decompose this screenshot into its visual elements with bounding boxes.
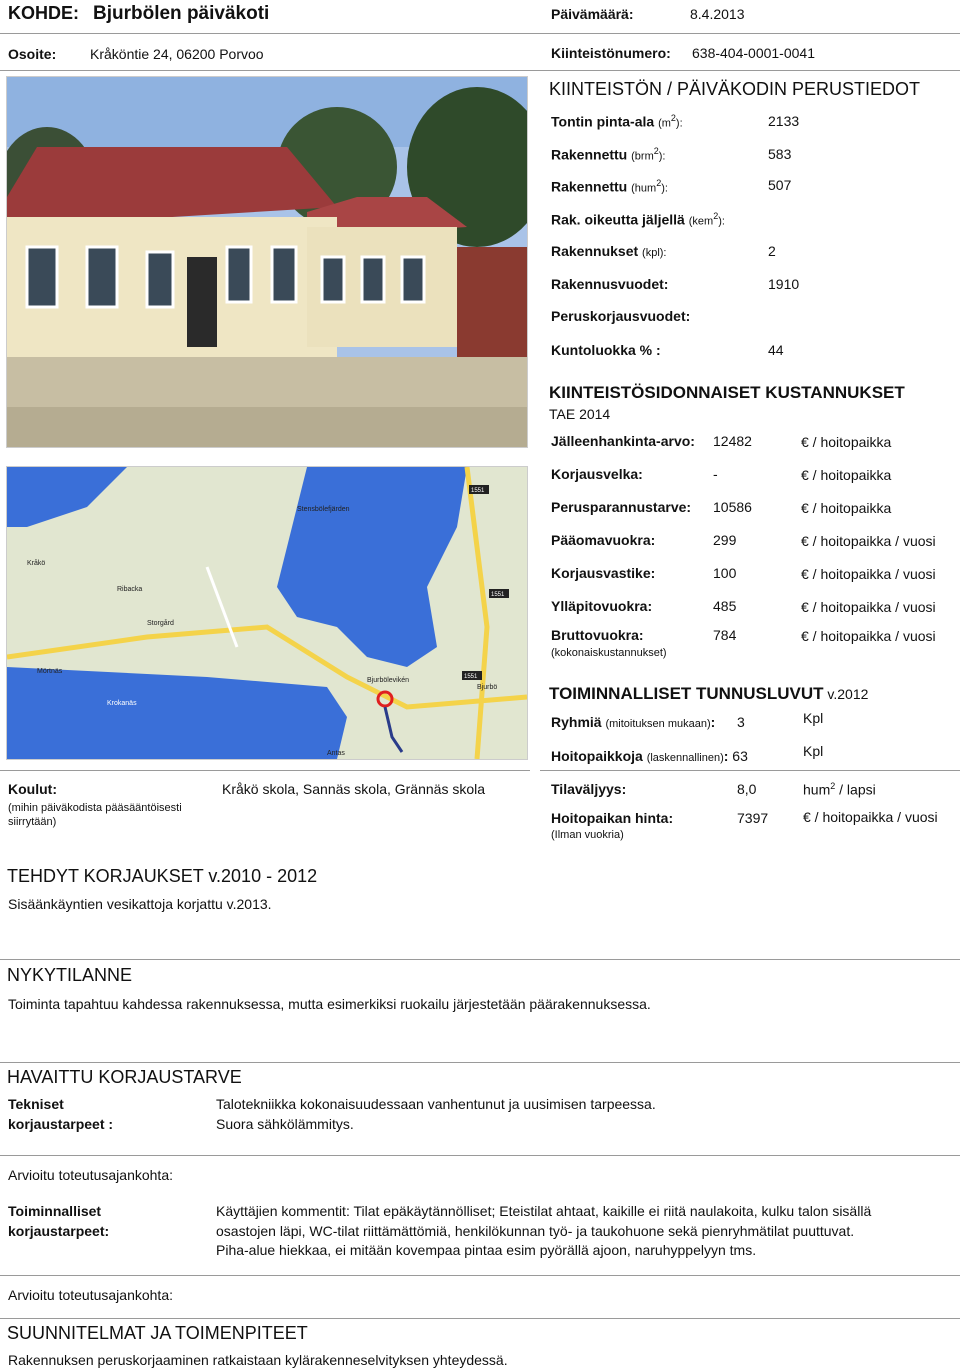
kustannus-unit: € / hoitopaikka: [801, 467, 892, 483]
kustannukset-title: KIINTEISTÖSIDONNAISET KUSTANNUKSET: [549, 383, 905, 402]
kustannus-label: Korjausvelka:: [551, 466, 643, 482]
tilavaljyys-value: 8,0: [737, 781, 757, 797]
osoite-value: Kråköntie 24, 06200 Porvoo: [90, 46, 264, 62]
arvioitu-rule-1: [0, 1155, 960, 1156]
korjaustarve-rule: [0, 1062, 960, 1063]
ryhmia-note: (mitoituksen mukaan): [605, 718, 711, 730]
rak-hum-row: [551, 178, 668, 195]
tontin-label: Tontin pinta-ala: [551, 113, 655, 130]
toiminnalliset-line-1: Käyttäjien kommentit: Tilat epäkäytännölliset; Eteistilat ahtaat, kaikille ei riitä naulakoita, kulku talon sisällä: [216, 1203, 872, 1219]
peruskorjausvuodet-label: Peruskorjausvuodet:: [551, 308, 691, 324]
rak-hum-label: Rakennettu: [551, 178, 628, 195]
kustannus-label: Perusparannustarve:: [551, 499, 692, 515]
oikeutta-unit: (kem: [688, 215, 714, 228]
ryhmia-label: Ryhmiä: [551, 714, 602, 730]
rakennukset-row: [551, 243, 667, 259]
koulut-rule: [0, 770, 530, 771]
map-label: Mörtnäs: [37, 668, 63, 675]
paivamaara-label: Päivämäärä:: [551, 6, 634, 22]
oikeutta-unit-sup: 2: [713, 211, 719, 221]
suunnitelmat-rule: [0, 1318, 960, 1319]
paivamaara-value: 8.4.2013: [690, 6, 745, 22]
kohde-value: Bjurbölen päiväkoti: [93, 3, 270, 24]
rak-hum-unit-post: ):: [661, 182, 668, 195]
osoite-label: Osoite:: [8, 46, 57, 62]
tontin-unit-sup: 2: [670, 113, 676, 123]
rak-brm-value: 583: [768, 146, 792, 162]
arvioitu-2: Arvioitu toteutusajankohta:: [8, 1287, 173, 1303]
header-rule: [0, 33, 960, 34]
kustannus-label: Ylläpitovuokra:: [551, 598, 653, 614]
nykytilanne-text: Toiminta tapahtuu kahdessa rakennuksessa, mutta esimerkiksi ruokailu järjestetään päärakennuksessa.: [8, 996, 651, 1012]
map-label: Ribacka: [117, 586, 143, 593]
oikeutta-row: [551, 211, 725, 228]
rakennukset-label: Rakennukset: [551, 243, 639, 259]
ryhmia-unit: Kpl: [803, 710, 824, 726]
kustannus-unit: € / hoitopaikka: [801, 434, 892, 450]
kustannus-value: 10586: [713, 499, 752, 515]
hoitopaikkoja-note: (laskennallinen): [646, 752, 724, 764]
hinta-label: Hoitopaikan hinta:: [551, 810, 674, 826]
map-road-number: 1551: [471, 488, 485, 494]
koulut-label: Koulut:: [8, 781, 57, 797]
kuntoluokka-value: 44: [768, 342, 784, 358]
hoitopaikkoja-row: [551, 748, 748, 764]
rak-brm-unit-post: ):: [658, 150, 666, 163]
rak-brm-label: Rakennettu: [551, 146, 628, 163]
hoitopaikkoja-value: 63: [732, 748, 748, 764]
kustannus-label: Bruttovuokra:: [551, 627, 644, 643]
rak-hum-unit: (hum: [631, 182, 657, 195]
location-map: [6, 466, 528, 760]
nykytilanne-rule: [0, 959, 960, 960]
kustannus-label: Pääomavuokra:: [551, 532, 656, 548]
tekniset-line-2: Suora sähkölämmitys.: [216, 1116, 354, 1132]
rak-brm-row: [551, 146, 665, 163]
rak-hum-value: 507: [768, 177, 792, 193]
rak-brm-unit: (brm: [631, 150, 654, 163]
kustannukset-subtitle: TAE 2014: [549, 406, 611, 422]
rakennukset-unit: (kpl):: [642, 247, 667, 259]
kustannus-value: 784: [713, 627, 737, 643]
tekniset-line-1: Talotekniikka kokonaisuudessaan vanhentunut ja uusimisen tarpeessa.: [216, 1096, 656, 1112]
tontin-row: [551, 113, 683, 130]
hinta-unit: € / hoitopaikka / vuosi: [803, 809, 938, 825]
kustannus-unit: € / hoitopaikka / vuosi: [801, 599, 936, 615]
tilavaljyys-unit: [803, 781, 876, 798]
kustannus-unit: € / hoitopaikka / vuosi: [801, 566, 936, 582]
perustiedot-title: KIINTEISTÖN / PÄIVÄKODIN PERUSTIEDOT: [549, 79, 921, 99]
kustannus-label: Jälleenhankinta-arvo:: [551, 433, 695, 449]
tunnusluvut-year: v.2012: [827, 686, 869, 702]
hoitopaikkoja-unit: Kpl: [803, 743, 824, 759]
tekniset-label-2: korjaustarpeet :: [8, 1116, 114, 1132]
rak-brm-unit-sup: 2: [653, 146, 659, 156]
hinta-value: 7397: [737, 810, 769, 826]
ryhmia-value: 3: [737, 714, 745, 730]
suunnitelmat-text: Rakennuksen peruskorjaaminen ratkaistaan kylärakenneselvityksen yhteydessä.: [8, 1352, 508, 1368]
tilavaljyys-label: Tilaväljyys:: [551, 781, 627, 797]
tunnusluvut-rule: [540, 770, 960, 771]
koulut-value: Kråkö skola, Sannäs skola, Grännäs skola: [222, 781, 486, 797]
koulut-note-1: (mihin päiväkodista pääsääntöisesti: [8, 802, 182, 814]
tilavaljyys-unit-sup: 2: [830, 781, 836, 791]
kustannus-value: 299: [713, 532, 737, 548]
hinta-note: (Ilman vuokria): [551, 829, 624, 841]
map-label: Stensbölefjärden: [297, 506, 350, 513]
rakennusvuodet-value: 1910: [768, 276, 800, 292]
kuntoluokka-label: Kuntoluokka % :: [551, 342, 661, 358]
nykytilanne-title: NYKYTILANNE: [7, 965, 133, 985]
tilavaljyys-unit-pre: hum: [803, 781, 831, 798]
map-label: Bjurbölevikén: [367, 677, 410, 684]
korjaukset-text: Sisäänkäyntien vesikattoja korjattu v.2013.: [8, 896, 272, 912]
rak-hum-unit-sup: 2: [656, 178, 662, 188]
map-label: Kråkö: [27, 560, 46, 567]
ryhmia-row: [551, 714, 715, 730]
map-label: Storgård: [147, 620, 174, 627]
korjaustarve-title: HAVAITTU KORJAUSTARVE: [7, 1067, 242, 1087]
koulut-note-2: siirrytään): [8, 816, 57, 828]
kiinteistonumero-value: 638-404-0001-0041: [692, 45, 815, 61]
tunnusluvut-heading: [549, 684, 868, 704]
hoitopaikkoja-colon: :: [723, 748, 729, 764]
building-photo: [6, 76, 528, 448]
kustannus-unit: € / hoitopaikka / vuosi: [801, 533, 936, 549]
map-label: Bjurbö: [477, 684, 498, 691]
toiminnalliset-label-2: korjaustarpeet:: [8, 1223, 110, 1239]
map-label: Krokanäs: [107, 700, 137, 707]
toiminnalliset-line-3: Piha-alue hiekkaa, ei mitään kovempaa pintaa esim pyörällä ajoon, naruhyppelyyn tms.: [216, 1242, 757, 1258]
brutto-note: (kokonaiskustannukset): [551, 647, 667, 659]
map-label: Antas: [327, 750, 345, 757]
rakennukset-value: 2: [768, 243, 776, 259]
header-rule-2: [0, 70, 960, 71]
kustannus-value: 12482: [713, 433, 752, 449]
map-road-number: 1551: [464, 674, 478, 680]
rakennusvuodet-label: Rakennusvuodet:: [551, 276, 669, 292]
kustannus-value: 485: [713, 598, 737, 614]
toiminnalliset-line-2: osastojen läpi, WC-tilat riittämättömiä, henkilökunnan työ- ja taukohuone sekä pienryhmätilat puuttuvat.: [216, 1223, 855, 1239]
hoitopaikkoja-label: Hoitopaikkoja: [551, 748, 643, 764]
oikeutta-unit-post: ):: [718, 215, 725, 228]
tekniset-label-1: Tekniset: [8, 1096, 64, 1112]
korjaukset-title: TEHDYT KORJAUKSET v.2010 - 2012: [7, 866, 318, 886]
tontin-unit: (m: [658, 117, 671, 130]
kustannus-unit: € / hoitopaikka: [801, 500, 892, 516]
arvioitu-1: Arvioitu toteutusajankohta:: [8, 1167, 173, 1183]
kustannus-value: -: [713, 466, 718, 482]
kohde-label: KOHDE:: [8, 3, 79, 23]
tontin-value: 2133: [768, 113, 800, 129]
tontin-unit-post: ):: [675, 117, 683, 130]
kustannus-unit: € / hoitopaikka / vuosi: [801, 628, 936, 644]
toiminnalliset-label-1: Toiminnalliset: [8, 1203, 102, 1219]
kiinteistonumero-label: Kiinteistönumero:: [551, 45, 671, 61]
kustannus-value: 100: [713, 565, 737, 581]
kustannus-label: Korjausvastike:: [551, 565, 656, 581]
arvioitu-rule-2: [0, 1275, 960, 1276]
tilavaljyys-unit-post: / lapsi: [835, 781, 876, 798]
map-road-number: 1551: [491, 592, 505, 598]
oikeutta-label: Rak. oikeutta jäljellä: [551, 211, 685, 228]
suunnitelmat-title: SUUNNITELMAT JA TOIMENPITEET: [7, 1323, 308, 1343]
tunnusluvut-title: TOIMINNALLISET TUNNUSLUVUT: [549, 684, 824, 703]
ryhmia-colon: :: [710, 714, 716, 730]
